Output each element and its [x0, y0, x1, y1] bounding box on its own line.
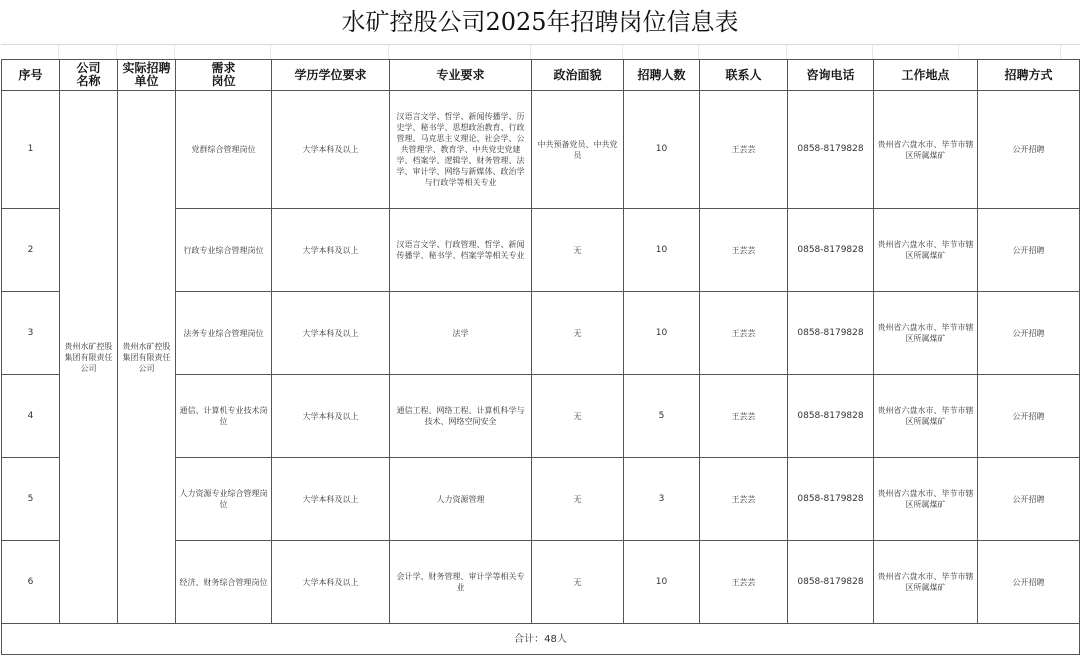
cell-seq: 1	[2, 91, 60, 209]
total-count: 合计：48人	[2, 624, 1080, 655]
cell-method: 公开招聘	[978, 458, 1080, 541]
cell-seq: 6	[2, 541, 60, 624]
cell-contact: 王芸芸	[700, 458, 788, 541]
cell-location: 贵州省六盘水市、毕节市辖区所属煤矿	[874, 292, 978, 375]
cell-major: 人力资源管理	[390, 458, 532, 541]
cell-position: 通信、计算机专业技术岗位	[176, 375, 272, 458]
cell-company: 贵州水矿控股集团有限责任公司	[60, 91, 118, 624]
cell-major: 汉语言文学、行政管理、哲学、新闻传播学、秘书学、档案学等相关专业	[390, 209, 532, 292]
cell-contact: 王芸芸	[700, 541, 788, 624]
cell-seq: 2	[2, 209, 60, 292]
cell-method: 公开招聘	[978, 292, 1080, 375]
cell-count: 10	[624, 91, 700, 209]
cell-phone: 0858-8179828	[788, 541, 874, 624]
header-phone: 咨询电话	[788, 60, 874, 91]
header-education: 学历学位要求	[272, 60, 390, 91]
cell-political: 无	[532, 541, 624, 624]
cell-major: 会计学、财务管理、审计学等相关专业	[390, 541, 532, 624]
cell-education: 大学本科及以上	[272, 458, 390, 541]
cell-location: 贵州省六盘水市、毕节市辖区所属煤矿	[874, 209, 978, 292]
cell-location: 贵州省六盘水市、毕节市辖区所属煤矿	[874, 541, 978, 624]
header-company: 公司 名称	[60, 60, 118, 91]
cell-count: 10	[624, 292, 700, 375]
cell-seq: 5	[2, 458, 60, 541]
header-position: 需求 岗位	[176, 60, 272, 91]
header-row	[2, 60, 1080, 91]
cell-contact: 王芸芸	[700, 91, 788, 209]
cell-count: 5	[624, 375, 700, 458]
cell-location: 贵州省六盘水市、毕节市辖区所属煤矿	[874, 458, 978, 541]
cell-location: 贵州省六盘水市、毕节市辖区所属煤矿	[874, 375, 978, 458]
cell-seq: 3	[2, 292, 60, 375]
spacer-row	[1, 44, 1080, 59]
cell-phone: 0858-8179828	[788, 458, 874, 541]
cell-education: 大学本科及以上	[272, 541, 390, 624]
cell-contact: 王芸芸	[700, 209, 788, 292]
cell-education: 大学本科及以上	[272, 209, 390, 292]
cell-position: 法务专业综合管理岗位	[176, 292, 272, 375]
cell-political: 中共预备党员、中共党员	[532, 91, 624, 209]
cell-count: 10	[624, 209, 700, 292]
cell-phone: 0858-8179828	[788, 375, 874, 458]
cell-contact: 王芸芸	[700, 375, 788, 458]
cell-major: 法学	[390, 292, 532, 375]
cell-position: 行政专业综合管理岗位	[176, 209, 272, 292]
cell-count: 10	[624, 541, 700, 624]
cell-education: 大学本科及以上	[272, 292, 390, 375]
cell-education: 大学本科及以上	[272, 91, 390, 209]
cell-method: 公开招聘	[978, 375, 1080, 458]
cell-unit: 贵州水矿控股集团有限责任公司	[118, 91, 176, 624]
header-political: 政治面貌	[532, 60, 624, 91]
cell-location: 贵州省六盘水市、毕节市辖区所属煤矿	[874, 91, 978, 209]
header-major: 专业要求	[390, 60, 532, 91]
cell-contact: 王芸芸	[700, 292, 788, 375]
cell-political: 无	[532, 458, 624, 541]
cell-phone: 0858-8179828	[788, 209, 874, 292]
table-row	[2, 91, 1080, 209]
header-method: 招聘方式	[978, 60, 1080, 91]
total-row	[2, 624, 1080, 655]
header-location: 工作地点	[874, 60, 978, 91]
header-seq: 序号	[2, 60, 60, 91]
cell-political: 无	[532, 375, 624, 458]
header-unit: 实际招聘 单位	[118, 60, 176, 91]
cell-political: 无	[532, 292, 624, 375]
cell-major: 汉语言文学、哲学、新闻传播学、历史学、秘书学、思想政治教育、行政管理、马克思主义理论、社会学、公共管理学、教育学、中共党史党建学、档案学、逻辑学、财务管理、法学、审计学、网络与新媒体、政治学与行政学等相关专业	[390, 91, 532, 209]
cell-phone: 0858-8179828	[788, 292, 874, 375]
cell-method: 公开招聘	[978, 209, 1080, 292]
header-contact: 联系人	[700, 60, 788, 91]
cell-position: 经济、财务综合管理岗位	[176, 541, 272, 624]
cell-position: 人力资源专业综合管理岗位	[176, 458, 272, 541]
cell-education: 大学本科及以上	[272, 375, 390, 458]
cell-count: 3	[624, 458, 700, 541]
cell-phone: 0858-8179828	[788, 91, 874, 209]
page-title: 水矿控股公司2025年招聘岗位信息表	[341, 8, 739, 36]
cell-position: 党群综合管理岗位	[176, 91, 272, 209]
cell-seq: 4	[2, 375, 60, 458]
cell-major: 通信工程、网络工程、计算机科学与技术、网络空间安全	[390, 375, 532, 458]
cell-political: 无	[532, 209, 624, 292]
header-count: 招聘人数	[624, 60, 700, 91]
cell-method: 公开招聘	[978, 541, 1080, 624]
cell-method: 公开招聘	[978, 91, 1080, 209]
recruitment-table	[1, 59, 1080, 655]
